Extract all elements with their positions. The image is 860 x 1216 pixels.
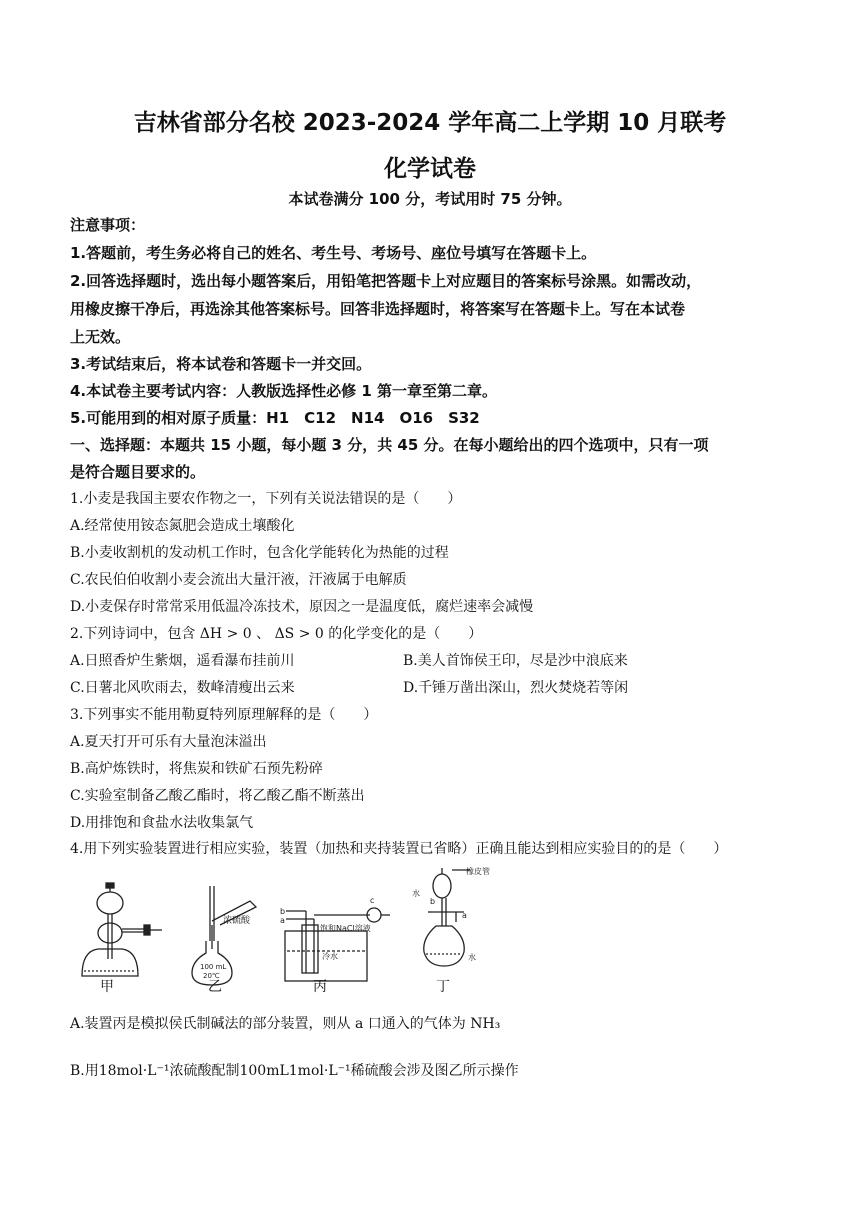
q3-stem: 3.下列事实不能用勒夏特列原理解释的是（ ） xyxy=(70,707,378,723)
q1-stem: 1.小麦是我国主要农作物之一，下列有关说法错误的是（ ） xyxy=(70,491,462,507)
q3-option-c: C.实验室制备乙酸乙酯时，将乙酸乙酯不断蒸出 xyxy=(70,788,365,804)
q3-option-d: D.用排饱和食盐水法收集氯气 xyxy=(70,815,254,831)
ding-a-label: a xyxy=(462,911,467,920)
note-item: 1.答题前，考生务必将自己的姓名、考生号、考场号、座位号填写在答题卡上。 xyxy=(70,244,597,262)
apparatus-jia xyxy=(82,883,162,976)
ding-water-top-label: 水 xyxy=(412,889,420,898)
q2-stem: 2.下列诗词中，包含 ΔH > 0 、 ΔS > 0 的化学变化的是（ ） xyxy=(70,626,483,642)
q2-option-b: B.美人首饰侯王印，尽是沙中浪底来 xyxy=(403,653,628,669)
q3-option-b: B.高炉炼铁时，将焦炭和铁矿石预先粉碎 xyxy=(70,761,323,777)
q2-option-d: D.千锤万凿出深山，烈火焚烧若等闲 xyxy=(403,680,629,696)
exam-info: 本试卷满分 100 分，考试用时 75 分钟。 xyxy=(288,190,572,208)
apparatus-bing xyxy=(280,896,390,981)
note-item: 4.本试卷主要考试内容：人教版选择性必修 1 第一章至第二章。 xyxy=(70,382,498,400)
exam-title: 吉林省部分名校 2023-2024 学年高二上学期 10 月联考 xyxy=(133,110,727,136)
ding-water-bottom-label: 水 xyxy=(468,953,476,962)
q1-option-b: B.小麦收割机的发动机工作时，包含化学能转化为热能的过程 xyxy=(70,545,449,561)
bing-c-label: c xyxy=(370,896,375,905)
q2-option-c: C.日薯北风吹雨去，数峰清瘦出云来 xyxy=(70,680,295,696)
ding-rubber-label: 橡皮管 xyxy=(466,867,490,876)
figure-label-yi: 乙 xyxy=(208,979,222,995)
bing-b-label: b xyxy=(280,907,286,916)
section-heading: 一、选择题：本题共 15 小题，每小题 3 分，共 45 分。在每小题给出的四个选项中，只有一项 xyxy=(70,436,709,454)
bing-a-label: a xyxy=(280,916,285,925)
yi-temp-label: 20℃ xyxy=(203,972,220,980)
yi-flask-label: 100 mL xyxy=(200,963,227,971)
bing-nacl-label: 饱和NaCl溶液 xyxy=(320,924,371,933)
figure-label-bing: 丙 xyxy=(313,979,327,995)
yi-acid-label: 浓硫酸 xyxy=(223,916,251,926)
figure-label-jia: 甲 xyxy=(100,979,114,995)
section-heading-cont: 是符合题目要求的。 xyxy=(70,463,206,481)
figure-label-ding: 丁 xyxy=(436,979,450,995)
q4-option-b: B.用18mol·L⁻¹浓硫酸配制100mL1mol·L⁻¹稀硫酸会涉及图乙所示操作 xyxy=(70,1063,519,1079)
apparatus-yi xyxy=(192,886,256,985)
notes-heading: 注意事项： xyxy=(70,216,146,234)
note-item: 5.可能用到的相对原子质量：H1 C12 N14 O16 S32 xyxy=(70,409,480,427)
note-item: 3.考试结束后，将本试卷和答题卡一并交回。 xyxy=(70,355,372,373)
q2-option-a: A.日照香炉生紫烟，遥看瀑布挂前川 xyxy=(70,653,295,669)
note-item: 用橡皮擦干净后，再选涂其他答案标号。回答非选择题时，将答案写在答题卡上。写在本试卷 xyxy=(70,300,686,318)
q1-option-d: D.小麦保存时常常采用低温冷冻技术，原因之一是温度低，腐烂速率会减慢 xyxy=(70,599,534,615)
apparatus-ding xyxy=(412,866,490,966)
q4-option-a: A.装置丙是模拟侯氏制碱法的部分装置，则从 a 口通入的气体为 NH₃ xyxy=(70,1016,501,1032)
note-item: 上无效。 xyxy=(70,328,131,346)
q4-stem: 4.用下列实验装置进行相应实验，装置（加热和夹持装置已省略）正确且能达到相应实验目的的是（ ） xyxy=(70,841,728,857)
q1-option-a: A.经常使用铵态氮肥会造成土壤酸化 xyxy=(70,518,295,534)
subject-title: 化学试卷 xyxy=(384,156,476,182)
q1-option-c: C.农民伯伯收割小麦会流出大量汗液，汗液属于电解质 xyxy=(70,572,407,588)
q3-option-a: A.夏天打开可乐有大量泡沫溢出 xyxy=(70,734,267,750)
apparatus-ding-figure xyxy=(400,866,510,976)
bing-water-label: 冷水 xyxy=(322,952,338,961)
note-item: 2.回答选择题时，选出每小题答案后，用铅笔把答题卡上对应题目的答案标号涂黑。如需改动， xyxy=(70,272,702,290)
ding-b-label: b xyxy=(430,897,436,906)
